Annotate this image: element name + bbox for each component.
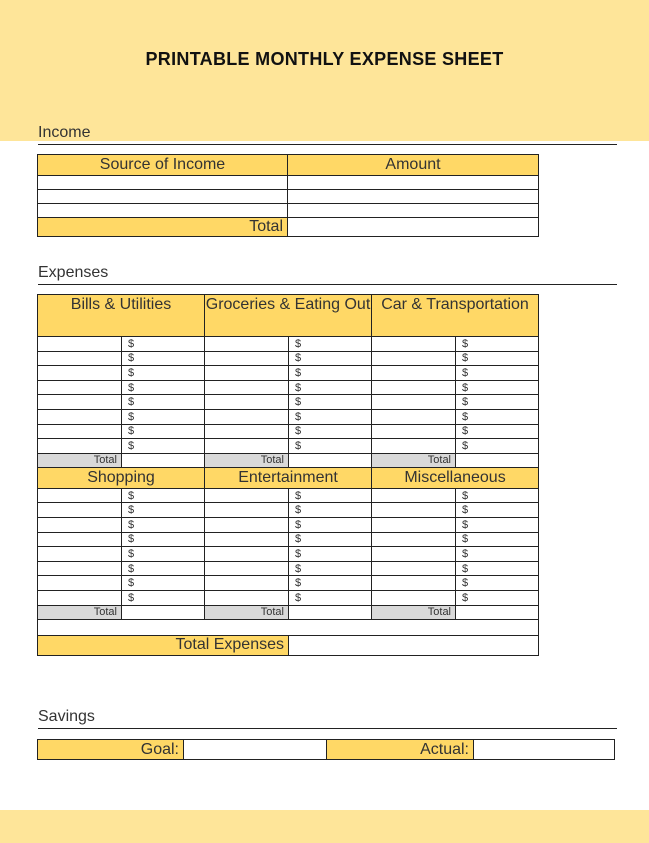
income-amount-cell[interactable] [288, 176, 539, 190]
savings-goal-field[interactable] [184, 740, 327, 760]
expense-item-cell[interactable] [205, 439, 289, 454]
expense-amount-cell[interactable]: $ [122, 351, 205, 366]
expense-item-cell[interactable] [205, 424, 289, 439]
expense-amount-cell[interactable]: $ [456, 424, 539, 439]
expense-amount-cell[interactable]: $ [289, 517, 372, 532]
expense-amount-cell[interactable]: $ [289, 576, 372, 591]
expense-amount-cell[interactable]: $ [122, 380, 205, 395]
category-total-value[interactable] [289, 605, 372, 619]
expense-item-cell[interactable] [372, 395, 456, 410]
expense-amount-cell[interactable]: $ [122, 503, 205, 518]
expense-amount-cell[interactable]: $ [456, 366, 539, 381]
expense-item-cell[interactable] [38, 547, 122, 562]
category-header: Entertainment [205, 467, 372, 488]
expense-amount-cell[interactable]: $ [456, 561, 539, 576]
income-table [37, 154, 539, 237]
expense-item-cell[interactable] [38, 517, 122, 532]
category-total-value[interactable] [289, 453, 372, 467]
expense-item-cell[interactable] [372, 409, 456, 424]
expense-item-cell[interactable] [38, 503, 122, 518]
category-total-value[interactable] [456, 453, 539, 467]
expense-amount-cell[interactable]: $ [289, 532, 372, 547]
category-total-label: Total [372, 453, 456, 467]
expense-amount-cell[interactable]: $ [456, 503, 539, 518]
expense-amount-cell[interactable]: $ [122, 366, 205, 381]
total-expenses-label: Total Expenses [38, 635, 289, 655]
expense-item-cell[interactable] [38, 351, 122, 366]
income-total-label: Total [38, 218, 288, 237]
expense-amount-cell[interactable]: $ [122, 517, 205, 532]
expenses-heading: Expenses [38, 263, 617, 285]
expense-amount-cell[interactable]: $ [456, 532, 539, 547]
expense-item-cell[interactable] [372, 366, 456, 381]
income-source-cell[interactable] [38, 190, 288, 204]
expense-item-cell[interactable] [205, 547, 289, 562]
income-amount-cell[interactable] [288, 190, 539, 204]
expense-item-cell[interactable] [372, 380, 456, 395]
expense-amount-cell[interactable]: $ [289, 337, 372, 352]
income-heading: Income [38, 123, 617, 145]
income-amount-cell[interactable] [288, 204, 539, 218]
category-total-value[interactable] [122, 605, 205, 619]
category-header: Groceries & Eating Out [205, 295, 372, 337]
expense-amount-cell[interactable]: $ [122, 439, 205, 454]
expense-item-cell[interactable] [372, 532, 456, 547]
expense-amount-cell[interactable]: $ [289, 409, 372, 424]
expense-amount-cell[interactable]: $ [122, 488, 205, 503]
category-header: Miscellaneous [372, 467, 539, 488]
expense-item-cell[interactable] [38, 488, 122, 503]
income-source-cell[interactable] [38, 204, 288, 218]
expense-item-cell[interactable] [372, 488, 456, 503]
expense-item-cell[interactable] [205, 576, 289, 591]
expense-item-cell[interactable] [38, 590, 122, 605]
category-total-label: Total [205, 453, 289, 467]
income-total-value[interactable] [288, 218, 539, 237]
expense-amount-cell[interactable]: $ [456, 351, 539, 366]
category-total-label: Total [38, 605, 122, 619]
expense-amount-cell[interactable]: $ [122, 561, 205, 576]
expense-item-cell[interactable] [38, 337, 122, 352]
total-expenses-value[interactable] [289, 635, 539, 655]
expense-amount-cell[interactable]: $ [456, 409, 539, 424]
expense-item-cell[interactable] [38, 409, 122, 424]
expense-item-cell[interactable] [205, 532, 289, 547]
expense-amount-cell[interactable]: $ [456, 517, 539, 532]
savings-heading: Savings [38, 707, 617, 729]
savings-table [37, 739, 615, 760]
category-header: Car & Transportation [372, 295, 539, 337]
expense-item-cell[interactable] [372, 590, 456, 605]
expense-item-cell[interactable] [205, 561, 289, 576]
expense-amount-cell[interactable]: $ [122, 409, 205, 424]
category-header: Bills & Utilities [38, 295, 205, 337]
expense-amount-cell[interactable]: $ [289, 351, 372, 366]
expense-amount-cell[interactable]: $ [456, 337, 539, 352]
expense-amount-cell[interactable]: $ [122, 395, 205, 410]
expense-amount-cell[interactable]: $ [289, 561, 372, 576]
income-source-header: Source of Income [38, 155, 288, 176]
expense-item-cell[interactable] [372, 351, 456, 366]
expense-amount-cell[interactable]: $ [289, 547, 372, 562]
expense-item-cell[interactable] [38, 561, 122, 576]
expense-item-cell[interactable] [205, 517, 289, 532]
category-header: Shopping [38, 467, 205, 488]
expense-amount-cell[interactable]: $ [289, 395, 372, 410]
category-total-label: Total [372, 605, 456, 619]
expense-item-cell[interactable] [38, 576, 122, 591]
expense-amount-cell[interactable]: $ [289, 366, 372, 381]
savings-actual-label: Actual: [327, 740, 474, 760]
expense-amount-cell[interactable]: $ [122, 590, 205, 605]
expense-item-cell[interactable] [205, 366, 289, 381]
expense-item-cell[interactable] [372, 337, 456, 352]
expense-item-cell[interactable] [38, 532, 122, 547]
expense-item-cell[interactable] [205, 337, 289, 352]
header-band [0, 0, 649, 141]
expense-item-cell[interactable] [205, 409, 289, 424]
expense-amount-cell[interactable]: $ [122, 424, 205, 439]
expense-item-cell[interactable] [205, 590, 289, 605]
expense-amount-cell[interactable]: $ [289, 439, 372, 454]
expenses-table [37, 294, 539, 656]
expense-amount-cell[interactable]: $ [289, 380, 372, 395]
page-title: PRINTABLE MONTHLY EXPENSE SHEET [145, 49, 504, 69]
expense-amount-cell[interactable]: $ [289, 503, 372, 518]
expense-item-cell[interactable] [372, 576, 456, 591]
expense-amount-cell[interactable]: $ [289, 590, 372, 605]
expense-item-cell[interactable] [205, 351, 289, 366]
expense-item-cell[interactable] [205, 488, 289, 503]
spacer-row [38, 619, 539, 635]
expense-amount-cell[interactable]: $ [456, 439, 539, 454]
expense-amount-cell[interactable]: $ [456, 547, 539, 562]
expense-amount-cell[interactable]: $ [122, 547, 205, 562]
expense-item-cell[interactable] [38, 395, 122, 410]
savings-actual-field[interactable] [474, 740, 615, 760]
expense-amount-cell[interactable]: $ [289, 488, 372, 503]
category-total-label: Total [205, 605, 289, 619]
expense-item-cell[interactable] [372, 503, 456, 518]
expense-item-cell[interactable] [372, 561, 456, 576]
category-total-value[interactable] [122, 453, 205, 467]
expense-item-cell[interactable] [38, 380, 122, 395]
expense-item-cell[interactable] [372, 547, 456, 562]
expense-item-cell[interactable] [205, 503, 289, 518]
income-amount-header: Amount [288, 155, 539, 176]
expense-item-cell[interactable] [38, 366, 122, 381]
expense-amount-cell[interactable]: $ [456, 380, 539, 395]
expense-amount-cell[interactable]: $ [122, 576, 205, 591]
expense-amount-cell[interactable]: $ [456, 590, 539, 605]
expense-item-cell[interactable] [205, 380, 289, 395]
expense-item-cell[interactable] [38, 439, 122, 454]
expense-amount-cell[interactable]: $ [456, 488, 539, 503]
category-total-value[interactable] [456, 605, 539, 619]
expense-amount-cell[interactable]: $ [122, 532, 205, 547]
expense-amount-cell[interactable]: $ [122, 337, 205, 352]
category-total-label: Total [38, 453, 122, 467]
expense-item-cell[interactable] [38, 424, 122, 439]
savings-goal-label: Goal: [38, 740, 184, 760]
footer-band [0, 810, 649, 843]
expense-item-cell[interactable] [372, 439, 456, 454]
expense-amount-cell[interactable]: $ [456, 395, 539, 410]
expense-amount-cell[interactable]: $ [289, 424, 372, 439]
expense-item-cell[interactable] [372, 424, 456, 439]
income-source-cell[interactable] [38, 176, 288, 190]
expense-item-cell[interactable] [372, 517, 456, 532]
expense-amount-cell[interactable]: $ [456, 576, 539, 591]
expense-item-cell[interactable] [205, 395, 289, 410]
